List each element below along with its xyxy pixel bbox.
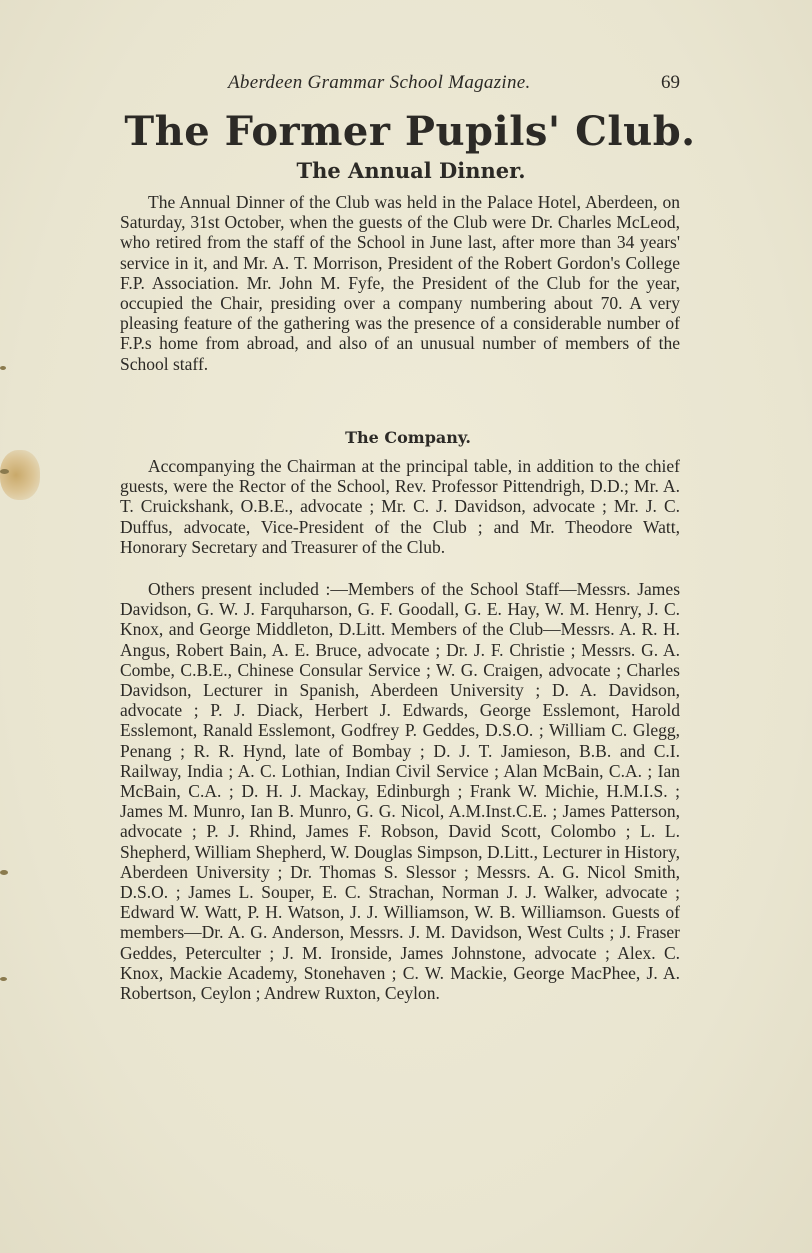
article-title: The Former Pupils' Club. — [124, 108, 696, 155]
running-title: Aberdeen Grammar School Magazine. — [228, 72, 531, 93]
margin-mark — [0, 870, 8, 875]
article-subtitle: The Annual Dinner. — [296, 158, 526, 183]
intro-paragraph: The Annual Dinner of the Club was held in the Palace Hotel, Aberdeen, on Saturday, 31st October, when the guests of the Club were Dr. Charles McLeod, who retired from the staff of the School in June last, after more than 34 years' service in it, and Mr. A. T. Morrison, President of the Robert Gordon's College F.P. Association. Mr. John M. Fyfe, the President of the Club for the year, occupied the Chair, presiding over a company numbering about 70. A very pleasing feature of the gathering was the presence of a considerable number of F.P.s home from abroad, and also of an unusual number of members of the School staff. — [120, 192, 680, 374]
margin-mark — [0, 977, 7, 981]
company-paragraph-1: Accompanying the Chairman at the principal table, in addition to the chief guests, were the Rector of the School, Rev. Professor Pittendrigh, D.D.; Mr. A. T. Cruickshank, O.B.E., advocate ; Mr. C. J. Davidson, advocate ; Mr. J. C. Duffus, advocate, Vice-President of the Club ; and Mr. Theodore Watt, Honorary Secretary and Treasurer of the Club. — [120, 456, 680, 557]
running-header — [118, 72, 680, 98]
margin-mark — [0, 366, 6, 370]
page-number: 69 — [661, 72, 680, 93]
section-heading: The Company. — [345, 428, 471, 447]
binding-stain — [0, 450, 40, 500]
company-paragraph-2: Others present included :—Members of the School Staff—Messrs. James Davidson, G. W. J. Farquharson, G. F. Goodall, G. E. Hay, W. M. Henry, J. C. Knox, and George Middleton, D.Litt. Members of the Club—Messrs. A. R. H. Angus, Robert Bain, A. E. Bruce, advocate ; Dr. J. F. Christie ; Messrs. G. A. Combe, C.B.E., Chinese Consular Service ; W. G. Craigen, advocate ; Charles Davidson, Lecturer in Spanish, Aberdeen University ; D. A. Davidson, advocate ; P. J. Diack, Herbert J. Edwards, George Esslemont, Harold Esslemont, Ranald Esslemont, Godfrey P. Geddes, D.S.O. ; William C. Glegg, Penang ; R. R. Hynd, late of Bombay ; D. J. T. Jamieson, B.B. and C.I. Railway, India ; A. C. Lothian, Indian Civil Service ; Alan McBain, C.A. ; Ian McBain, C.A. ; D. H. J. Mackay, Edinburgh ; Frank W. Michie, H.M.I.S. ; James M. Munro, Ian B. Munro, G. G. Nicol, A.M.Inst.C.E. ; James Patterson, advocate ; P. J. Rhind, James F. Robson, David Scott, Colombo ; L. L. Shepherd, William Shepherd, W. Douglas Simpson, D.Litt., Lecturer in History, Aberdeen University ; Dr. Thomas S. Slessor ; Messrs. A. G. Nicol Smith, D.S.O. ; James L. Souper, E. C. Strachan, Norman J. J. Walker, advocate ; Edward W. Watt, P. H. Watson, J. J. Williamson, W. B. Williamson. Guests of members—Dr. A. G. Anderson, Messrs. J. M. Davidson, West Cults ; J. Fraser Geddes, Peterculter ; J. M. Ironside, James Johnstone, advocate ; Alex. C. Knox, Mackie Academy, Stonehaven ; C. W. Mackie, George MacPhee, J. A. Robertson, Ceylon ; Andrew Ruxton, Ceylon. — [120, 579, 680, 1004]
margin-mark — [0, 469, 9, 474]
